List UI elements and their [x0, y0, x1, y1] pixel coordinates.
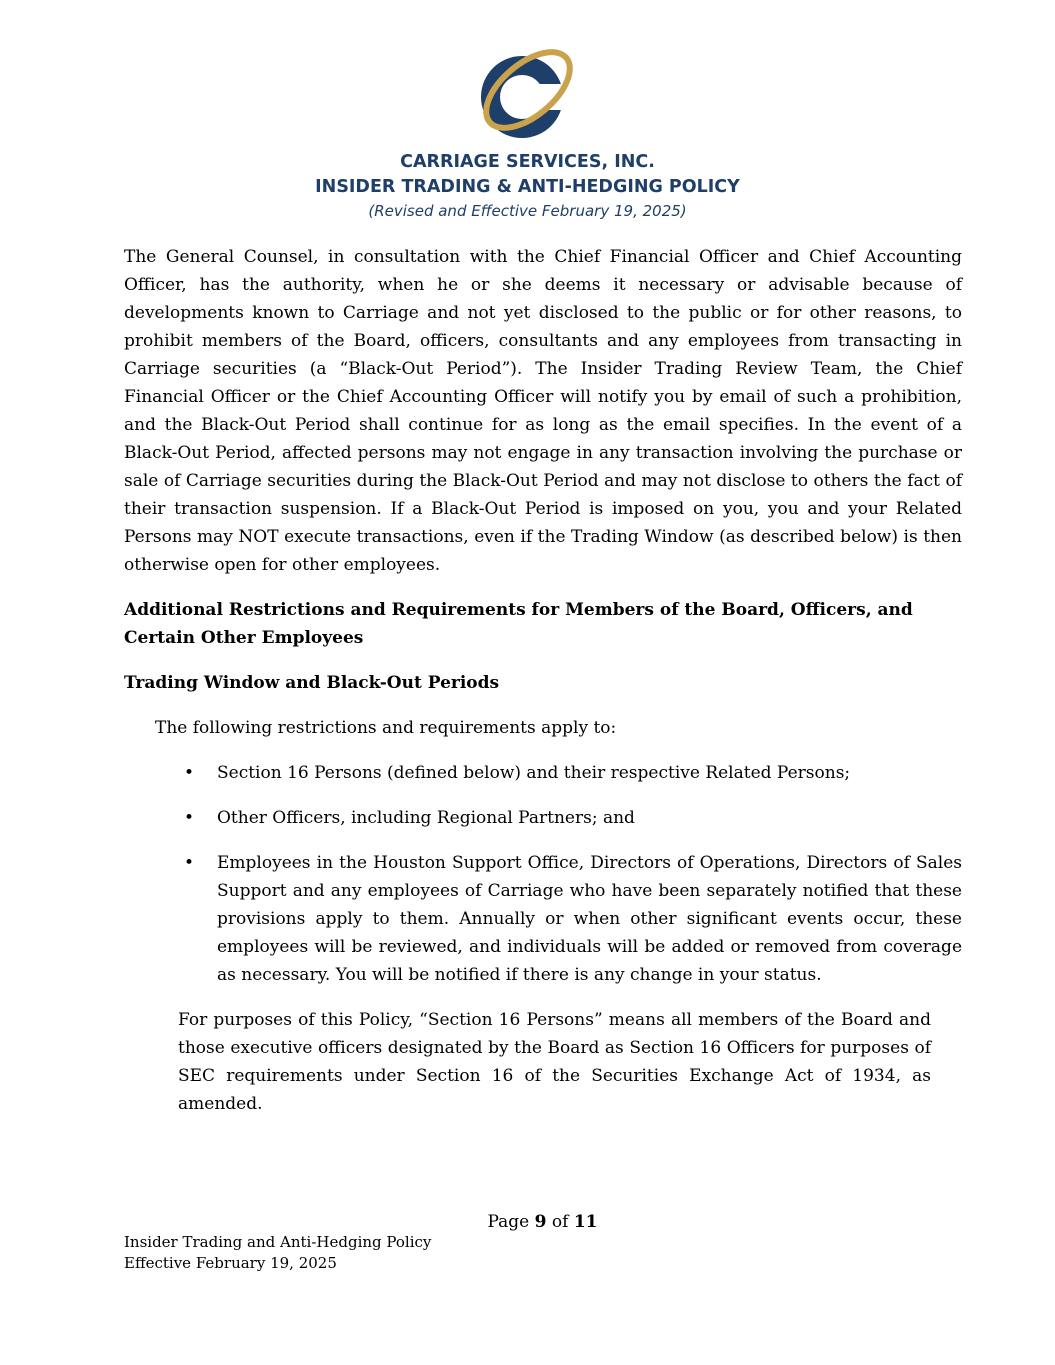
intro-text: The following restrictions and requirements apply to: [155, 718, 617, 738]
list-item-text: Section 16 Persons (defined below) and their respective Related Persons; [217, 763, 851, 783]
section-heading: Additional Restrictions and Requirements for Members of the Board, Officers, and Certain Other Employees [124, 600, 913, 648]
footer-policy-name: Insider Trading and Anti-Hedging Policy [124, 1233, 432, 1251]
document-body [124, 243, 962, 1118]
black-out-paragraph: The General Counsel, in consultation with the Chief Financial Officer and Chief Accounting Officer, has the authority, when he or she deems it necessary or advisable because of developments known to Carriage and not yet disclosed to the public or for other reasons, to prohibit members of the Board, officers, consultants and any employees from transacting in Carriage securities (a “Black-Out Period”). The Insider Trading Review Team, the Chief Financial Officer or the Chief Accounting Officer will notify you by email of such a prohibition, and the Black-Out Period shall continue for as long as the email specifies. In the event of a Black-Out Period, affected persons may not engage in any transaction involving the purchase or sale of Carriage securities during the Black-Out Period and may not disclose to others the fact of their transaction suspension. If a Black-Out Period is imposed on you, you and your Related Persons may NOT execute transactions, even if the Trading Window (as described below) is then otherwise open for other employees. [124, 247, 962, 575]
list-item-text: Other Officers, including Regional Partners; and [217, 808, 635, 828]
document-footer [124, 1232, 431, 1274]
company-name: CARRIAGE SERVICES, INC. [400, 152, 655, 172]
revised-date: (Revised and Effective February 19, 2025) [368, 202, 687, 220]
list-item [124, 849, 962, 989]
policy-title: INSIDER TRADING & ANTI-HEDGING POLICY [315, 177, 740, 197]
bullet-icon: • [184, 763, 195, 783]
document-header [0, 40, 1055, 222]
list-item-text: Employees in the Houston Support Office, Directors of Operations, Directors of Sales Support and any employees of Carriage who have been separately notified that these provisions apply to them. Annually or when other significant events occur, these employees will be reviewed, and individuals will be added or removed from coverage as necessary. You will be notified if there is any change in your status. [217, 853, 962, 985]
bullet-icon: • [184, 808, 195, 828]
list-item [124, 804, 962, 832]
footer-effective-date: Effective February 19, 2025 [124, 1254, 337, 1272]
bullet-icon: • [184, 853, 195, 873]
definition-paragraph: For purposes of this Policy, “Section 16 Persons” means all members of the Board and those executive officers designated by the Board as Section 16 Officers for purposes of SEC requirements under Section 16 of the Securities Exchange Act of 1934, as amended. [178, 1010, 931, 1114]
subsection-heading: Trading Window and Black-Out Periods [124, 673, 500, 693]
current-page: 9 [534, 1212, 547, 1232]
list-item [124, 759, 962, 787]
carriage-c-logo-icon [478, 40, 578, 140]
total-pages: 11 [573, 1212, 598, 1232]
bullet-list [124, 759, 962, 989]
page-prefix: Page [487, 1212, 535, 1232]
page-separator: of [546, 1212, 574, 1232]
